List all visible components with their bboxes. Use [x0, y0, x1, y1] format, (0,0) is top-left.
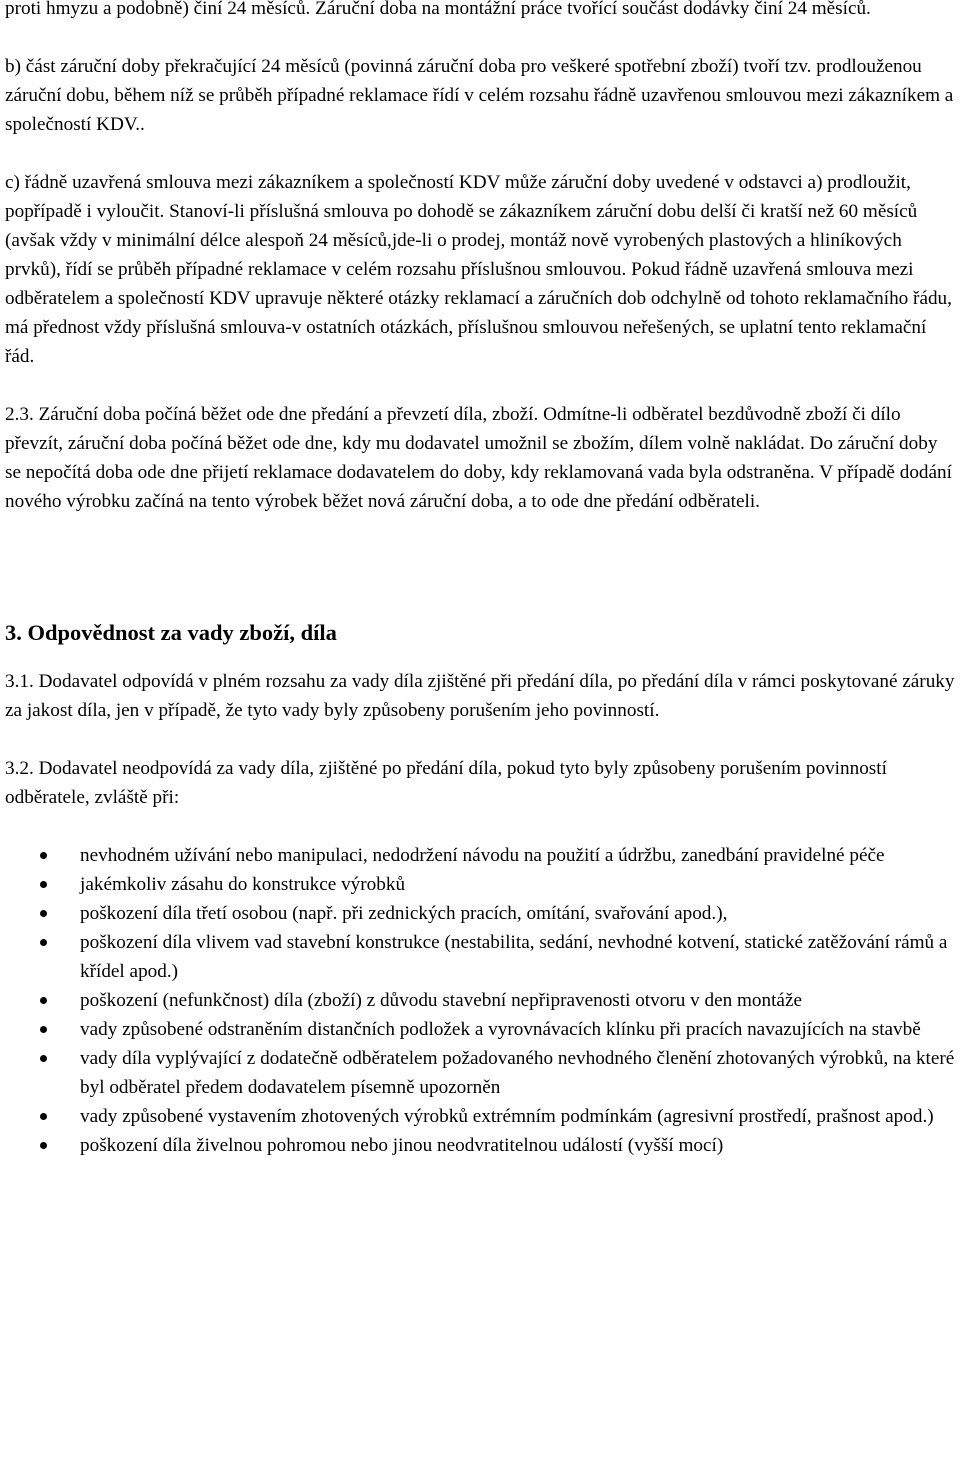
bullet-icon	[40, 939, 47, 946]
list-item-text: poškození (nefunkčnost) díla (zboží) z důvodu stavební nepřipravenosti otvoru v den montáže	[80, 990, 802, 1011]
bullet-icon	[40, 1026, 47, 1033]
list-item	[5, 1102, 955, 1131]
list-item-text: poškození díla živelnou pohromou nebo jinou neodvratitelnou událostí (vyšší mocí)	[80, 1135, 724, 1156]
bullet-icon	[40, 997, 47, 1004]
paragraph-c-contract-warranty: c) řádně uzavřená smlouva mezi zákazníkem a společností KDV může záruční doby uvedené v odstavci a) prodloužit, popřípadě i vyloučit. Stanoví-li příslušná smlouva po dohodě se zákazníkem záruční dobu delší či kratší než 60 měsíců (avšak vždy v minimální délce alespoň 24 měsíců,jde-li o prodej, montáž nově vyrobených plastových a hliníkových prvků), řídí se průběh případné reklamace v celém rozsahu příslušnou smlouvou. Pokud řádně uzavřená smlouva mezi odběratelem a společností KDV upravuje některé otázky reklamací a záručních dob odchylně od tohoto reklamačního řádu, má přednost vždy příslušná smlouva-v ostatních otázkách, příslušnou smlouvou neřešených, se uplatní tento reklamační řád.	[5, 172, 952, 367]
bullet-icon	[40, 1113, 47, 1120]
list-item	[5, 928, 955, 986]
list-item	[5, 1044, 955, 1102]
list-item	[5, 870, 955, 899]
list-item	[5, 841, 955, 870]
bullet-icon	[40, 910, 47, 917]
list-item-text: nevhodném užívání nebo manipulaci, nedodržení návodu na použití a údržbu, zanedbání pravidelné péče	[80, 845, 885, 866]
paragraph-warranty-24-months: proti hmyzu a podobně) činí 24 měsíců. Záruční doba na montážní práce tvořící součást dodávky činí 24 měsíců.	[5, 0, 871, 19]
paragraph-2-3-warranty-start: 2.3. Záruční doba počíná běžet ode dne předání a převzetí díla, zboží. Odmítne-li odběratel bezdůvodně zboží či dílo převzít, záruční doba počíná běžet ode dne, kdy mu dodavatel umožnil se zbožím, dílem volně nakládat. Do záruční doby se nepočítá doba ode dne přijetí reklamace dodavatelem do doby, kdy reklamovaná vada byla odstraněna. V případě dodání nového výrobku začíná na tento výrobek běžet nová záruční doba, a to ode dne předání odběrateli.	[5, 404, 952, 512]
document-page	[5, 0, 955, 1160]
bullet-icon	[40, 881, 47, 888]
paragraph-b-extended-warranty: b) část záruční doby překračující 24 měsíců (povinná záruční doba pro veškeré spotřební zboží) tvoří tzv. prodlouženou záruční dobu, během níž se průběh případné reklamace řídí v celém rozsahu řádně uzavřenou smlouvou mezi zákazníkem a společností KDV..	[5, 56, 954, 135]
bullet-icon	[40, 1142, 47, 1149]
exclusions-list	[5, 841, 955, 1160]
list-item-text: vady způsobené odstraněním distančních podložek a vyrovnávacích klínku při pracích navazujících na stavbě	[80, 1019, 921, 1040]
paragraph-3-2-supplier-exclusions: 3.2. Dodavatel neodpovídá za vady díla, zjištěné po předání díla, pokud tyto byly způsobeny porušením povinností odběratele, zvláště při:	[5, 758, 887, 808]
list-item-text: vady způsobené vystavením zhotovených výrobků extrémním podmínkám (agresivní prostředí, prašnost apod.)	[80, 1106, 934, 1127]
list-item-text: vady díla vyplývající z dodatečně odběratelem požadovaného nevhodného členění zhotovaných výrobků, na které byl odběratel předem dodavatelem písemně upozorněn	[80, 1048, 955, 1098]
list-item-text: poškození díla vlivem vad stavební konstrukce (nestabilita, sedání, nevhodné kotvení, statické zatěžování rámů a křídel apod.)	[80, 932, 948, 982]
list-item-text: jakémkoliv zásahu do konstrukce výrobků	[80, 874, 406, 895]
section-heading-liability: 3. Odpovědnost za vady zboží, díla	[5, 620, 337, 645]
list-item	[5, 986, 955, 1015]
list-item	[5, 1015, 955, 1044]
paragraph-3-1-supplier-liability: 3.1. Dodavatel odpovídá v plném rozsahu za vady díla zjištěné při předání díla, po předání díla v rámci poskytované záruky za jakost díla, jen v případě, že tyto vady byly způsobeny porušením jeho povinností.	[5, 671, 955, 721]
bullet-icon	[40, 1055, 47, 1062]
list-item	[5, 1131, 955, 1160]
bullet-icon	[40, 852, 47, 859]
list-item-text: poškození díla třetí osobou (např. při zednických pracích, omítání, svařování apod.),	[80, 903, 728, 924]
list-item	[5, 899, 955, 928]
